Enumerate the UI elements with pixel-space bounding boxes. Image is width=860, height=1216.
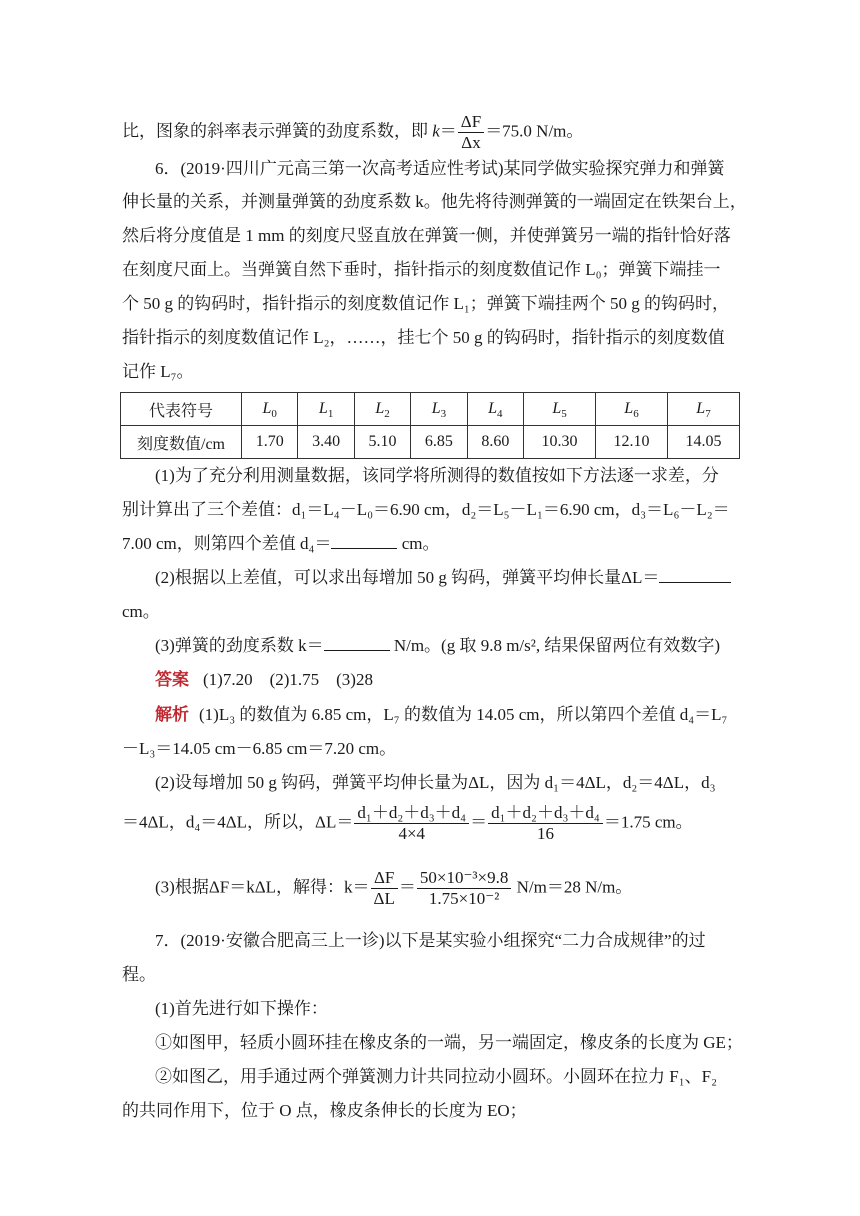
q6-line-6: 指针指示的刻度数值记作 L₂，……，挂七个 50 g 的钩码时，指针指示的刻度数值 — [122, 328, 725, 347]
q6-line-2: 伸长量的关系，并测量弹簧的劲度系数 k。他先将待测弹簧的一端固定在铁架台上， — [122, 192, 747, 211]
q6-line-5: 个 50 g 的钩码时，指针指示的刻度数值记作 L₁；弹簧下端挂两个 50 g 的钩码时， — [122, 294, 730, 313]
equals-sign: ＝ — [439, 121, 457, 141]
sub3-line — [155, 634, 720, 658]
sub2-line-1 — [155, 566, 731, 590]
table-symbol-cell: $L_3$ — [411, 393, 467, 426]
fraction-numerator: d₁＋d₂＋d₃＋d₄ — [488, 803, 603, 824]
table-symbol-cell: $L_4$ — [467, 393, 523, 426]
answer-line — [155, 668, 373, 692]
analysis-line-5 — [155, 868, 632, 909]
measurement-table — [120, 392, 740, 459]
sub3-text: (3)弹簧的劲度系数 k＝ — [155, 636, 324, 655]
table-cell: 3.40 — [298, 426, 354, 459]
fraction-denominator: 4×4 — [398, 824, 426, 843]
fraction-denominator: 16 — [536, 824, 554, 843]
fraction-denominator: Δx — [461, 133, 481, 152]
q7-line-6: 的共同作用下，位于 O 点，橡皮条伸长的长度为 EO； — [122, 1101, 527, 1120]
table-symbol-cell: $L_1$ — [298, 393, 354, 426]
q7-line-2: 程。 — [122, 965, 156, 984]
analysis-text: N/m＝28 N/m。 — [512, 877, 633, 897]
analysis-text: (1)L₃ 的数值为 6.85 cm，L₇ 的数值为 14.05 cm，所以第四个差值 d₄＝L₇ — [199, 705, 728, 724]
fraction-numerator: ΔF — [458, 112, 484, 133]
q6-line-3: 然后将分度值是 1 mm 的刻度尺竖直放在弹簧一侧，并使弹簧另一端的指针恰好落 — [122, 226, 731, 245]
fraction-numerator: d₁＋d₂＋d₃＋d₄ — [354, 803, 469, 824]
sub2-line-2: cm。 — [122, 602, 160, 621]
table-cell: 12.10 — [596, 426, 668, 459]
intro-result: ＝75.0 N/m。 — [485, 121, 584, 141]
table-symbol-cell: $L_0$ — [242, 393, 298, 426]
answer-blank — [324, 635, 390, 651]
sub1-line-3 — [122, 532, 439, 556]
q6-line-1: 6．(2019·四川广元高三第一次高考适应性考试)某同学做实验探究弹力和弹簧 — [155, 159, 725, 178]
k-symbol: k — [432, 121, 440, 141]
q7-line-4: ①如图甲，轻质小圆环挂在橡皮条的一端，另一端固定，橡皮条的长度为 GE； — [155, 1033, 743, 1052]
equals-sign: ＝ — [470, 812, 488, 832]
sub2-text: (2)根据以上差值，可以求出每增加 50 g 钩码，弹簧平均伸长量ΔL＝ — [155, 568, 660, 587]
analysis-label: 解析 — [155, 705, 189, 724]
analysis-text: ＝1.75 cm。 — [603, 812, 693, 832]
table-cell: 6.85 — [411, 426, 467, 459]
table-symbol-cell: $L_6$ — [596, 393, 668, 426]
sub1-unit: cm。 — [397, 534, 440, 553]
sub1-text: 7.00 cm，则第四个差值 d₄＝ — [122, 534, 332, 553]
fraction-denominator: ΔL — [373, 889, 395, 908]
answer-blank — [331, 533, 397, 549]
intro-line — [122, 112, 583, 153]
analysis-text: (3)根据ΔF＝kΔL，解得：k＝ — [155, 877, 370, 897]
equals-sign: ＝ — [398, 877, 416, 897]
q6-line-7: 记作 L₇。 — [122, 362, 194, 381]
table-cell: 14.05 — [667, 426, 739, 459]
table-symbol-cell: $L_2$ — [354, 393, 410, 426]
analysis-text: ＝4ΔL，d₄＝4ΔL，所以，ΔL＝ — [122, 812, 354, 832]
sub3-note: N/m。(g 取 9.8 m/s², 结果保留两位有效数字) — [389, 636, 721, 655]
q7-line-5: ②如图乙，用手通过两个弹簧测力计共同拉动小圆环。小圆环在拉力 F₁、F₂ — [155, 1067, 718, 1086]
answer-label: 答案 — [155, 670, 189, 689]
formula-fraction — [371, 868, 398, 909]
analysis-line-2: －L₃＝14.05 cm－6.85 cm＝7.20 cm。 — [122, 739, 397, 758]
table-cell: 1.70 — [242, 426, 298, 459]
table-symbol-cell: $L_5$ — [524, 393, 596, 426]
analysis-line-4 — [122, 803, 693, 844]
table-cell: 5.10 — [354, 426, 410, 459]
analysis-line-1 — [155, 703, 727, 727]
formula-fraction — [354, 803, 469, 844]
sub1-line-1: (1)为了充分利用测量数据，该同学将所测得的数值按如下方法逐一求差，分 — [155, 466, 719, 485]
table-row — [121, 426, 740, 459]
table-cell: 10.30 — [524, 426, 596, 459]
table-cell: 8.60 — [467, 426, 523, 459]
formula-fraction — [417, 868, 512, 909]
table-header-label: 代表符号 — [121, 393, 242, 426]
fraction-numerator: ΔF — [371, 868, 398, 889]
table-header-row — [121, 393, 740, 426]
analysis-line-3: (2)设每增加 50 g 钩码，弹簧平均伸长量为ΔL，因为 d₁＝4ΔL，d₂＝4ΔL，d₃ — [155, 773, 716, 792]
table-row-label: 刻度数值/cm — [121, 426, 242, 459]
formula-fraction — [488, 803, 603, 844]
answer-blank — [659, 567, 731, 583]
sub1-line-2: 别计算出了三个差值：d₁＝L₄－L₀＝6.90 cm，d₂＝L₅－L₁＝6.90 cm，d₃＝L₆－L₂＝ — [122, 500, 730, 519]
intro-text: 比，图象的斜率表示弹簧的劲度系数，即 — [122, 121, 433, 141]
table-symbol-cell: $L_7$ — [667, 393, 739, 426]
q7-line-1: 7．(2019·安徽合肥高三上一诊)以下是某实验小组探究“二力合成规律”的过 — [155, 931, 706, 950]
answer-text: (1)7.20 (2)1.75 (3)28 — [203, 670, 373, 689]
slope-fraction — [458, 112, 484, 153]
fraction-denominator: 1.75×10⁻² — [428, 889, 500, 908]
q7-line-3: (1)首先进行如下操作： — [155, 999, 328, 1018]
fraction-numerator: 50×10⁻³×9.8 — [417, 868, 512, 889]
q6-line-4: 在刻度尺面上。当弹簧自然下垂时，指针指示的刻度数值记作 L₀；弹簧下端挂一 — [122, 260, 721, 279]
